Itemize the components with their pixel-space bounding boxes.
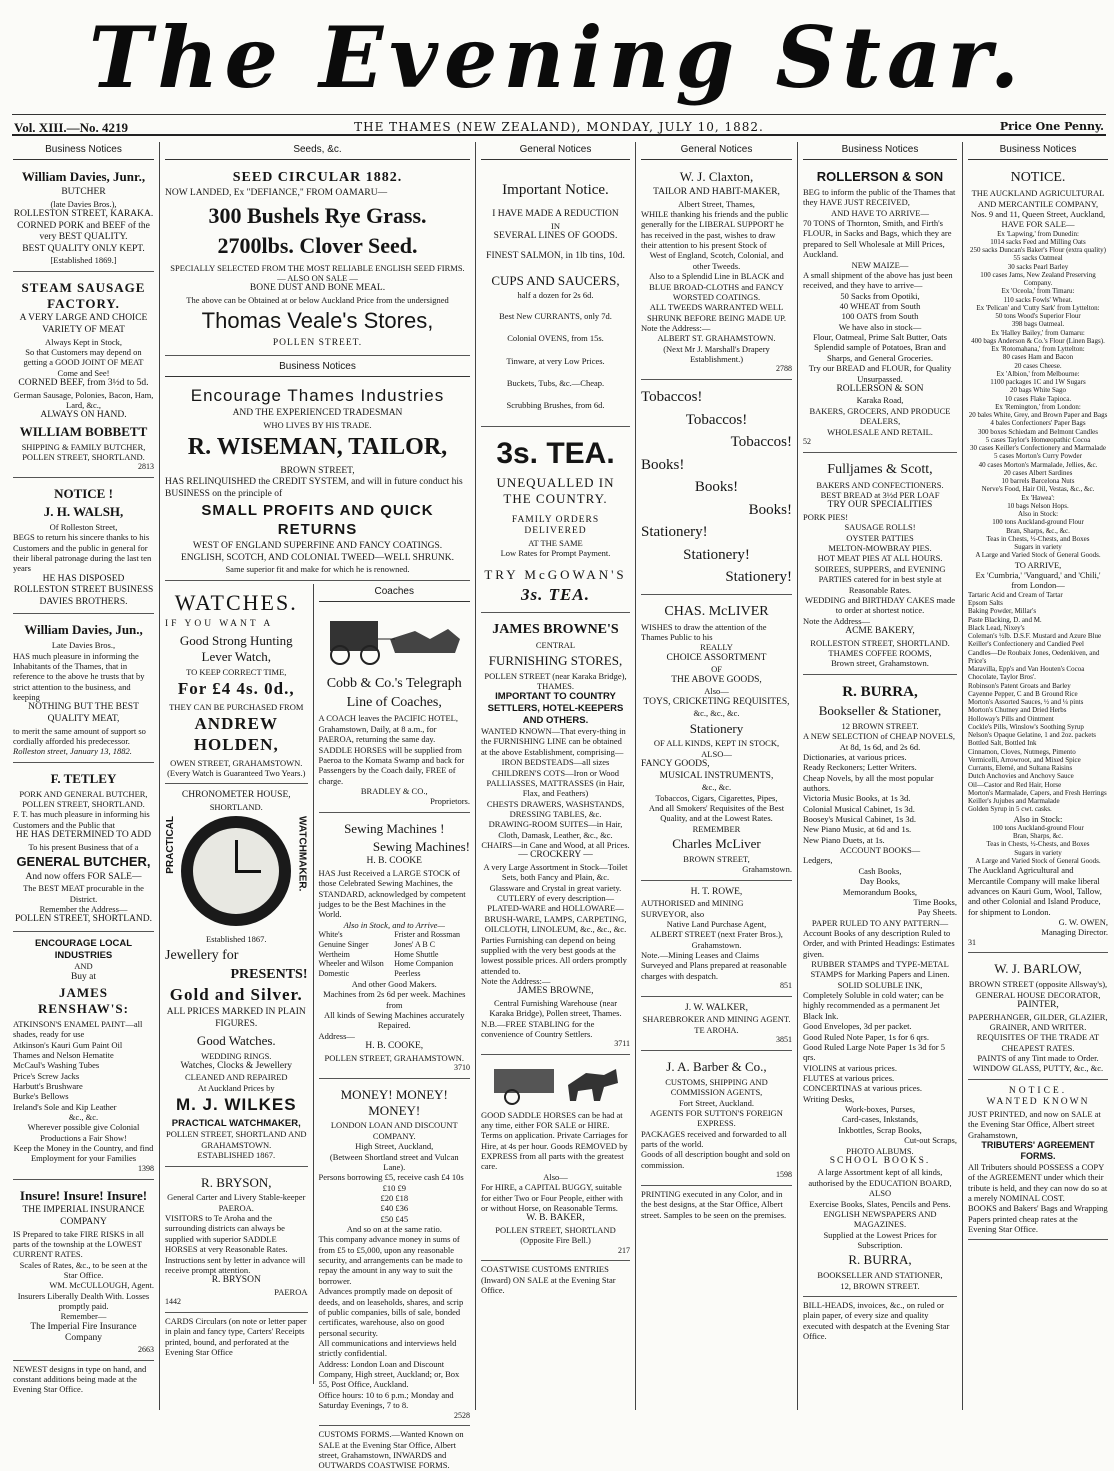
ad-rollerson: ROLLERSON & SON BEG to inform the public of the Thames that they HAVE JUST RECEIVED, AND HAVE TO ARRIVE— 70 TONS of Thornton, Smith, and Firth's FLOUR, in Sacks and Bags, which they are prepared to Sell Wholesale at Mill Prices, Auckland. NEW MAIZE— A small shipment of the above has just been received, and they have to arrive— 50 Sacks from Opotiki, 40 WHEAT from South 100 OATS from South We have also in stock— Flour, Oatmeal, Prime Salt Butter, Oats Splendid sample of Potatoes, Bran and Sharps, and General Groceries. Try our BREAD and FLOUR, for Quality Unsurpassed. ROLLERSON & SON Karaka Road, BAKERS, GROCERS, AND PRODUCE DEALERS, WHOLESALE AND RETAIL. 52 <box>803 164 957 452</box>
stock-line: Teas in Chests, ½-Chests, and Boxes <box>986 534 1090 543</box>
stock-line: Maravilla, Epp's and Van Houten's Cocoa <box>968 665 1085 674</box>
stock-line: Golden Syrup in 5 cwt. casks. <box>968 805 1052 814</box>
column-2-3 <box>160 142 476 1471</box>
stock-line: 20 cases Cheese. <box>1014 361 1062 370</box>
stock-line: 50 tons Wood's Superior Flour <box>995 312 1081 321</box>
stock-line: 10 bags Nelson Hops. <box>1007 501 1069 510</box>
stock-line: 30 cases Keiller's Confectionery and Marmalade <box>970 444 1106 453</box>
machine-list-right: Frister and Rossman Jones' A B C Home Shuttle Home Companion Peerless <box>394 930 461 979</box>
ad-walker: J. W. WALKER, SHAREBROKER AND MINING AGENT. TE AROHA. 3851 <box>641 1000 792 1051</box>
stock-line: 20 bags White Sago <box>1009 386 1067 395</box>
column-4 <box>476 142 636 1410</box>
stock-line: 100 tons Auckland-ground Flour <box>992 823 1084 832</box>
ad-seed-circular: SEED CIRCULAR 1882. NOW LANDED, Ex "DEFIANCE," FROM OAMARU— 300 Bushels Rye Grass. 2700lbs. Clover Seed. SPECIALLY SELECTED FROM THE MOST RELIABLE ENGLISH SEED FIRMS. — ALSO ON SALE — BONE DUST AND BONE MEAL. The above can be Obtained at or below Auckland Price from the undersigned Thomas Veale's Stores, POLLEN STREET. <box>165 164 470 355</box>
ad-james-browne: JAMES BROWNE'S CENTRAL FURNISHING STORES, POLLEN STREET (near Karaka Bridge), THAMES. IMPORTANT TO COUNTRY SETTLERS, HOTEL-KEEPERS AND OTHERS. WANTED KNOWN—That every-thing in the FURNISHING LINE can be obtained at the above Establishment, comprising— IRON BEDSTEADS—all sizes CHILDREN'S COTS—Iron or Wood PALLIASSES, MATTRASSES (in Hair, Flax, and Feathers) CHESTS DRAWERS, WASHSTANDS, DRESSING TABLES, &c. DRAWING-ROOM SUITES—in Hair, Cloth, Damask, Leather, &c., &c. CHAIRS—in Cane and Wood, at all Prices. — CROCKERY — A very Large Assortment in Stock—Toilet Sets, both Fancy and Plain, &c. Glassware and Crystal in great variety. CUTLERY of every description—PLATED-WARE and HOLLOWARE—BRUSH-WARE, LAMPS, CARPETING, OILCLOTH, LINOLEUM, &c., &c., &c. Parties Furnishing can depend on being supplied with the very best goods at the lowest possible prices. All orders promptly attended to. Note the Address:— JAMES BROWNE, Central Furnishing Warehouse (near Karaka Bridge), Pollen street, Thames. N.B.—FREE STABLING for the convenience of Country Settlers. 3711 <box>481 616 630 1055</box>
stock-line: Also in Stock: <box>1017 510 1059 519</box>
stock-line: 110 sacks Fowls' Wheat. <box>1003 295 1073 304</box>
stock-line: Vermicelli, Arrowroot, and Mixed Spice <box>968 755 1081 764</box>
stock-line: 20 bales White, Grey, and Brown Paper and Bags <box>968 411 1108 420</box>
column-header: Business Notices <box>803 142 957 160</box>
column-2 <box>160 584 314 1384</box>
masthead <box>0 0 1114 115</box>
column-header: General Notices <box>481 142 630 160</box>
stock-line: 5 cases Taylor's Homœopathic Cocoa <box>985 435 1091 444</box>
coach-illustration <box>320 609 468 669</box>
stock-line: 250 sacks Duncan's Baker's Flour (extra quality) <box>970 246 1106 255</box>
stock-line: Black Lead, Nixey's <box>968 623 1025 632</box>
column-3 <box>314 584 475 1471</box>
stock-line: Paste Blacking, D. and M. <box>968 615 1042 624</box>
stock-line: Sugars in variety <box>1014 848 1062 857</box>
stock-line: Teas in Chests, ½-Chests, and Boxes <box>986 840 1090 849</box>
ad-baker-horses: GOOD SADDLE HORSES can be had at any time, either FOR SALE or HIRE. Terms on application. Private Carriages for Hire, at 4s per hour. Goods REMOVED by EXPRESS from all parts with the greatest care. Also— For HIRE, a CAPITAL BUGGY, suitable for either Two or Four People, either with or without Horse, on Reasonable Terms. W. B. BAKER, POLLEN STREET, SHORTLAND (Opposite Fire Bell.) 217 <box>481 1058 630 1261</box>
stock-line: A Large and Varied Stock of General Goods. <box>975 856 1101 865</box>
ad-newest-designs: NEWEST designs in type on hand, and constant additions being made at the Evening Star Office. <box>13 1363 147 1395</box>
stock-line: Ex 'Rotomahana,' from Lyttelton: <box>991 345 1085 354</box>
stock-line: Oil—Castor and Red Hair, Horse <box>968 780 1062 789</box>
stock-line: 4 bales Confectioners' Paper Bags <box>990 419 1086 428</box>
stock-line: 40 cases Morton's Marmalade, Jellies, &c. <box>978 460 1098 469</box>
ad-chronometer-house: CHRONOMETER HOUSE, SHORTLAND. PRACTICAL WATCHMAKER. Established 1867. Jewellery for PRESENTS! Gold and Silver. ALL PRICES MARKED IN PLAIN FIGURES. Good Watches. WEDDING RINGS. Watches, Clocks & Jewellery CLEANED AND REPAIRED At Auckland Prices by M. J. WILKES PRACTICAL WATCHMAKER, POLLEN STREET, SHORTLAND AND GRAHAMSTOWN. ESTABLISHED 1867. <box>165 787 308 1166</box>
column-header: Business Notices <box>13 142 154 160</box>
horse-cart-illustration <box>486 1061 626 1105</box>
stock-line: Morton's Chutney and Dried Herbs <box>968 706 1067 715</box>
ad-burra: R. BURRA, Bookseller & Stationer, 12 BROWN STREET. A NEW SELECTION of CHEAP NOVELS, At 8d, 1s 6d, and 2s 6d. Dictionaries, at various prices. Ready Reckoners; Letter Writers. Cheap Novels, by all the most popular authors. Victoria Music Books, at 1s 3d. Colonial Musical Cabinet, 1s 3d. Boosey's Musical Cabinet, 1s 3d. New Piano Music, at 6d and 1s. New Piano Duets, at 1s. ACCOUNT BOOKS— Ledgers, Cash Books, Day Books, Memorandum Books, Time Books, Pay Sheets. PAPER RULED TO ANY PATTERN— Account Books of any description Ruled to Order, and with Printed Headings: Estimates given. RUBBER STAMPS and TYPE-METAL STAMPS for Marking Papers and Linen. SOLID SOLUBLE INK, Completely Soluble in cold water; can be highly recommended as a permanent Jet Black Ink. Good Envelopes, 3d per packet. Good Ruled Note Paper, 1s for 6 qrs. Good Ruled Large Note Paper 1s 3d for 5 qrs. VIOLINS at various prices. FLUTES at various prices. CONCERTINAS at various prices. Writing Desks, Work-boxes, Purses, Card-cases, Inkstands, Inkbottles, Scrap Books, Cut-out Scraps, PHOTO ALBUMS. SCHOOL BOOKS. A large Assortment kept of all kinds, authorised by the EDUCATION BOARD, ALSO Exercise Books, Slates, Pencils and Pens. ENGLISH NEWSPAPERS AND MAGAZINES. Supplied at the Lowest Prices for Subscription. R. BURRA, BOOKSELLER AND STATIONER, 12, BROWN STREET. <box>803 678 957 1297</box>
ad-tetley: F. TETLEY PORK AND GENERAL BUTCHER, POLLEN STREET, SHORTLAND. F. T. has much pleasure in informing his Customers and the Public that HE HAS DETERMINED TO ADD To his present Business that of a GENERAL BUTCHER, And now offers FOR SALE— The BEST MEAT procurable in the District. Remember the Address— POLLEN STREET, SHORTLAND. <box>13 766 154 932</box>
stock-line: Ex 'Hawea': <box>1021 493 1055 502</box>
stock-line: 400 bags Anderson & Co.'s Flour (Linen Bags). <box>971 336 1105 345</box>
ad-mcgowan-tea: 3s. TEA. UNEQUALLED IN THE COUNTRY. FAMILY ORDERS DELIVERED AT THE SAME Low Rates for Prompt Payment. TRY McGOWAN'S 3s. TEA. <box>481 430 630 614</box>
ad-claxton: W. J. Claxton, TAILOR AND HABIT-MAKER, Albert Street, Thames, WHILE thanking his friends and the public generally for the LIBERAL SUPPORT he has received in the past, wishes to draw their attention to his present Stock of West of England, Scotch, Colonial, and other Tweeds. Also to a Splendid Line in BLACK and BLUE BROAD-CLOTHS and FANCY WORSTED COATINGS. ALL TWEEDS WARRANTED WELL SHRUNK BEFORE BEING MADE UP. Note the Address:— ALBERT ST. GRAHAMSTOWN. (Next Mr J. Marshall's Drapery Establishment.) 2788 <box>641 164 792 380</box>
stock-line: 100 cases Jams, New Zealand Preserving Company. <box>980 270 1096 288</box>
volume-number: Vol. XIII.—No. 4219 <box>14 120 129 135</box>
price: Price One Penny. <box>999 120 1104 133</box>
ad-bill-heads: BILL-HEADS, invoices, &c., on ruled or plain paper, of every size and quality executed with despatch at the Evening Star Office. <box>803 1299 950 1341</box>
stock-line: Epsom Salts <box>968 599 1003 608</box>
stock-line: Chocolate, Taylor Bros'. <box>968 673 1036 682</box>
ad-steam-sausage: STEAM SAUSAGE FACTORY. A VERY LARGE AND CHOICE VARIETY OF MEAT Always Kept in Stock, So that Customers may depend on getting a GOOD JOINT OF MEAT Come and See! CORNED BEEF, from 3½d to 5d. German Sausage, Polonies, Bacon, Ham, Lard, &c., ALWAYS ON HAND. WILLIAM BOBBETT SHIPPING & FAMILY BUTCHER, POLLEN STREET, SHORTLAND. 2813 <box>13 275 154 479</box>
stock-line: 1014 sacks Feed and Milling Oats <box>990 237 1086 246</box>
column-header: Business Notices <box>165 359 470 377</box>
clock-icon <box>181 816 291 926</box>
ad-fulljames-scott: Fulljames & Scott, BAKERS AND CONFECTIONERS. BEST BREAD at 3½d PER LOAF TRY OUR SPECIALITIES PORK PIES! SAUSAGE ROLLS! OYSTER PATTIES MELTON-MOWBRAY PIES. HOT MEAT PIES AT ALL HOURS. SOIREES, SUPPERS, and EVENING PARTIES catered for in best style at Reasonable Rates. WEDDING and BIRTHDAY CAKES made to order at shortest notice. Note the Address— ACME BAKERY, ROLLESTON STREET, SHORTLAND. THAMES COFFEE ROOMS, Brown street, Grahamstown. <box>803 456 957 675</box>
stock-line: 300 boxes Schiedam and Belmont Candles <box>978 427 1098 436</box>
ad-barber: J. A. Barber & Co., CUSTOMS, SHIPPING AND COMMISSION AGENTS, Fort Street, Auckland. AGENTS FOR SUTTON'S FOREIGN EXPRESS. PACKAGES received and forwarded to all parts of the world. Goods of all description bought and sold on commission. 1598 <box>641 1054 792 1186</box>
stock-line: Keiller's Jujubes and Marmalade <box>968 797 1060 806</box>
stock-line: Ex 'Lapwing,' from Dunedin: <box>997 229 1079 238</box>
stock-line: 30 sacks Pearl Barley <box>1007 262 1069 271</box>
stock-line: 55 sacks Oatmeal <box>1013 254 1063 263</box>
columns <box>8 142 1108 1471</box>
stock-line: Coleman's ½lb. D.S.F. Mustard and Azure Blue <box>968 632 1102 641</box>
stock-line: Baking Powder, Millar's <box>968 607 1037 616</box>
column-header: General Notices <box>641 142 792 160</box>
stock-line: 10 barrels Barcelona Nuts <box>1001 477 1075 486</box>
stock-line: Bran, Sharps, &c., &c. <box>1006 526 1070 535</box>
column-5 <box>636 142 798 1410</box>
column-header: Coaches <box>319 584 470 602</box>
stock-line: Cayenne Pepper, C and B Ground Rice <box>968 689 1078 698</box>
stock-line: 1100 packages 1C and 1W Sugars <box>990 378 1086 387</box>
ad-tobaccos-books: Tobaccos! Tobaccos! Tobaccos! Books! Books! Books! Stationery! Stationery! Stationery! <box>641 383 792 595</box>
stock-line: Ex 'Oceola,' from Timaru: <box>1001 287 1075 296</box>
ad-printing: PRINTING executed in any Color, and in the best designs, at the Star Office, Albert street. Samples to be seen on the premises. <box>641 1188 787 1220</box>
stock-line: Ex 'Pelican' and 'Cutty Sark' from Lyttelton: <box>976 303 1100 312</box>
place-date: THE THAMES (NEW ZEALAND), MONDAY, JULY 10, 1882. <box>354 120 764 134</box>
ad-london-loan: MONEY! MONEY! MONEY! LONDON LOAN AND DISCOUNT COMPANY. High Street, Auckland, (Between Shortland street and Vulcan Lane). Persons borrowing £5, receive cash £4 10s £10 £9 £20 £18 £40 £36 £50 £45 And so on at the same ratio. This company advance money in sums of from £5 to £5,000, upon any reasonable security, and arrangements can be made to repay the amount in any way to suit the borrower. Advances promptly made on deposit of deeds, and on leaseholds, shares, and scrip of public companies, bills of sale, bonded certificates, warehouse, also on good personal security. All communications and interviews held strictly confidential. Address: London Loan and Discount Company, High street, Auckland; or, Box 55, Post Office, Auckland. Office hours: 10 to 6 p.m.; Monday and Saturday Evenings, 7 to 8. 2528 <box>319 1082 470 1427</box>
stock-line: 398 bags Oatmeal. <box>1011 320 1065 329</box>
stock-line: Keiller's Confectionery and Candied Peel <box>968 640 1084 649</box>
ad-sewing-machines: Sewing Machines ! Sewing Machines! H. B. COOKE HAS Just Received a LARGE STOCK of those Celebrated Sewing Machines, the STANDARD, acknowledged by competent judges to be the Best Machines in the World. Also in Stock, and to Arrive— White's Genuine Singer Wertheim Wheeler and Wilson Domestic Frister and Rossman Jones' A B C Home Shuttle Home Companion Peerless And other Good Makers. Machines from 2s 6d per week. Machines from All kinds of Sewing Machines accurately Repaired. Address— H. B. COOKE, POLLEN STREET, GRAHAMSTOWN. 3710 <box>319 816 470 1079</box>
ad-walsh: NOTICE ! J. H. WALSH, Of Rolleston Street, BEGS to return his sincere thanks to his Customers and the public in general for their liberal patronage during the last ten years HE HAS DISPOSED ROLLESTON STREET BUSINESS DAVIES BROTHERS. <box>13 481 154 614</box>
stock-line: Ex 'Remington,' from London: <box>995 402 1081 411</box>
ad-bryson: R. BRYSON, General Carter and Livery Stable-keeper PAEROA. VISITORS to Te Aroha and the surrounding districts can always be supplied with superior SADDLE HORSES at very Reasonable Rates. Instructions sent by letter in advance will receive prompt attention. R. BRYSON PAEROA 1442 <box>165 1170 308 1313</box>
dateline <box>12 114 1106 136</box>
stock-line: Bran, Sharps, &c. <box>1013 832 1063 841</box>
ad-rowe: H. T. ROWE, AUTHORISED and MINING SURVEYOR, also Native Land Purchase Agent, ALBERT STREET (next Frater Bros.), Grahamstown. Note.—Mining Leases and Claims Surveyed and Plans prepared at reasonable charges with despatch. 851 <box>641 884 792 997</box>
ad-important-notice: Important Notice. I HAVE MADE A REDUCTION IN SEVERAL LINES OF GOODS. FINEST SALMON, in 1lb tins, 10d. CUPS AND SAUCERS, half a dozen for 2s 6d. Best New CURRANTS, only 7d. Colonial OVENS, from 15s. Tinware, at very Low Prices. Buckets, Tubs, &c.—Cheap. Scrubbing Brushes, from 6d. <box>481 164 630 426</box>
stock-line: Robinson's Patent Groats and Barley <box>968 681 1071 690</box>
stock-line: 100 tons Auckland-ground Flour <box>992 518 1084 527</box>
column-7 <box>963 142 1108 1410</box>
column-header: Business Notices <box>968 142 1108 160</box>
ad-auckland-agricultural: NOTICE. THE AUCKLAND AGRICULTURAL AND MERCANTILE COMPANY, Nos. 9 and 11, Queen Street, Auckland, HAVE FOR SALE— Ex 'Lapwing,' from Dunedin: 1014 sacks Feed and Milling Oats 250 sacks Duncan's Baker's Flour (extra quality) 55 sacks Oatmeal 30 sacks Pearl Barley 100 cases Jams, New Zealand Preserving Company. Ex 'Oceola,' from Timaru: 110 sacks Fowls' Wheat. Ex 'Pelican' and 'Cutty Sark' from Lyttelton: 50 tons Wood's Superior Flour 398 bags Oatmeal. Ex 'Halley Bailey,' from Oamaru: 400 bags Anderson & Co.'s Flour (Linen Bags). Ex 'Rotomahana,' from Lyttelton: 80 cases Ham and Bacon 20 cases Cheese. Ex 'Albion,' from Melbourne: 1100 packages 1C and 1W Sugars 20 bags White Sago 10 cases Flake Tapioca. Ex 'Remington,' from London: 20 bales White, Grey, and Brown Paper and Bags 4 bales Confectioners' Paper Bags 300 boxes Schiedam and Belmont Candles 5 cases Taylor's Homœopathic Cocoa 30 cases Keiller's Confectionery and Marmalade 5 cases Morton's Curry Powder 40 cases Morton's Marmalade, Jellies, &c. 20 cases Albert Sardines 10 barrels Barcelona Nuts Nerve's Food, Hair Oil, Vestas, &c., &c. Ex 'Hawea': 10 bags Nelson Hops. Also in Stock: 100 tons Auckland-ground Flour Bran, Sharps, &c., &c. Teas in Chests, ½-Chests, and Boxes Sugars in variety A Large and Varied Stock of General Goods. TO ARRIVE, Ex 'Cumbria,' 'Vanguard,' and 'Chili,' from London— Tartaric Acid and Cream of Tartar Epsom Salts Baking Powder, Millar's Paste Blacking, D. and M. Black Lead, Nixey's Coleman's ½lb. D.S.F. Mustard and Azure Blue Keiller's Confectionery and Candied Peel Candles—De Roubaix Jones, Oedenkiven, and Price's Maravilla, Epp's and Van Houten's Cocoa Chocolate, Taylor Bros'. Robinson's Patent Groats and Barley Cayenne Pepper, C and B Ground Rice Morton's Assorted Sauces, ½ and ¼ pints Morton's Chutney and Dried Herbs Holloway's Pills and Ointment Cockle's Pills, Winslow's Soothing Syrup Nelson's Opaque Gelatine, 1 and 2oz. packets Bottled Salt, Bottled Ink Cinnamon, Cloves, Nutmegs, Pimento Vermicelli, Arrowroot, and Mixed Spice Currants, Elemé, and Sultana Raisins Dutch Anchovies and Anchovy Sauce Oil—Castor and Red Hair, Horse Morton's Marmalade, Capers, and Fresh Herrings Keiller's Jujubes and Marmalade Golden Syrup in 5 cwt. casks. Also in Stock: 100 tons Auckland-ground Flour Bran, Sharps, &c. Teas in Chests, ½-Chests, and Boxes Sugars in variety A Large and Varied Stock of General Goods. The Auckland Agricultural and Mercantile Company will make liberal advances on Kauri Gum, Wool, Tallow, and other Colonial and Island Produce, for shipment to London. G. W. OWEN, Managing Director. 31 <box>968 164 1108 953</box>
column-1 <box>8 142 160 1410</box>
stock-line: 80 cases Ham and Bacon <box>1002 353 1074 362</box>
column-header: Seeds, &c. <box>165 142 470 160</box>
stock-line: Sugars in variety <box>1014 543 1062 552</box>
stock-line: Cinnamon, Cloves, Nutmegs, Pimento <box>968 747 1076 756</box>
stock-line: Candles—De Roubaix Jones, Oedenkiven, and Price's <box>968 648 1100 665</box>
stock-line: Ex 'Albion,' from Melbourne: <box>996 369 1080 378</box>
ad-coastwise-customs: COASTWISE CUSTOMS ENTRIES (Inward) ON SALE at the Evening Star Office. <box>481 1264 616 1296</box>
stock-line: Nerve's Food, Hair Oil, Vestas, &c., &c. <box>981 485 1095 494</box>
ad-cobb-coaches: Cobb & Co.'s Telegraph Line of Coaches, A COACH leaves the PACIFIC HOTEL, Grahamstown, Daily, at 8 a.m., for PAEROA, returning the same day. SADDLE HORSES will be supplied from Paeroa to the Komata Swamp and back for Passengers by the Coach daily, FREE of charge. BRADLEY & CO., Proprietors. <box>319 606 470 813</box>
stock-line: 5 cases Morton's Curry Powder <box>994 452 1082 461</box>
ad-imperial-insurance: Insure! Insure! Insure! THE IMPERIAL INSURANCE COMPANY IS Prepared to take FIRE RISKS in all parts of the township at the LOWEST CURRENT RATES. Scales of Rates, &c., to be seen at the Star Office. WM. McCULLOUGH, Agent. Insurers Liberally Dealth With. Losses promptly paid. Remember— The Imperial Fire Insurance Company 2663 <box>13 1183 154 1361</box>
ad-davies-jun: William Davies, Jun., Late Davies Bros., HAS much pleasure in informing the Inhabitants of the Thames, that in reference to the above he trusts that by strict attention to the business, and keeping NOTHING BUT THE BEST QUALITY MEAT, to merit the same amount of support so cordially afforded his predecessor. Rolleston street, January 13, 1882. <box>13 617 154 762</box>
stock-line: 20 cases Albert Sardines <box>1003 468 1073 477</box>
stock-line: A Large and Varied Stock of General Goods. <box>975 551 1101 560</box>
ad-renshaw: ENCOURAGE LOCAL INDUSTRIES AND Buy at JAMES RENSHAW'S: ATKINSON'S ENAMEL PAINT—all shades, ready for use Atkinson's Kauri Gum Paint Oil Thames and Nelson Hematite McCaul's Washing Tubes Price's Screw Jacks Harbutt's Brushware Burke's Bellows Ireland's Sole and Kip Leather &c., &c. Wherever possible give Colonial Productions a Fair Show! Keep the Money in the Country, and find Employment for your Families 1398 <box>13 935 154 1180</box>
ad-tributers: NOTICE. WANTED KNOWN JUST PRINTED, and now on SALE at the Evening Star Office, Albert street Grahamstown, TRIBUTERS' AGREEMENT FORMS. All Tributers should POSSESS a COPY of the AGREEMENT under which their tribute is held, and they can now do so at a merely NOMINAL COST. BOOKS and Bakers' Bags and Wrapping Papers printed cheap rates at the Evening Star Office. <box>968 1083 1108 1241</box>
ad-cards: CARDS Circulars (on note or letter paper in plain and fancy type, Carters' Receipts printed, bound, and perforated at the Evening Star Office <box>165 1315 307 1358</box>
stock-line: Nelson's Opaque Gelatine, 1 and 2oz. packets <box>968 731 1096 740</box>
newspaper-title: The Evening Star. <box>88 8 1026 107</box>
stock-line: 10 cases Flake Tapioca. <box>1004 394 1072 403</box>
stock-line: Morton's Assorted Sauces, ½ and ¼ pints <box>968 698 1084 707</box>
machine-list-left: White's Genuine Singer Wertheim Wheeler and Wilson Domestic <box>318 930 384 979</box>
stock-line: Currants, Elemé, and Sultana Raisins <box>968 764 1073 773</box>
ad-holden-watches: WATCHES. IF YOU WANT A Good Strong Hunting Lever Watch, TO KEEP CORRECT TIME, For £4 4s. 0d., THEY CAN BE PURCHASED FROM ANDREW HOLDEN, OWEN STREET, GRAHAMSTOWN. (Every Watch is Guaranteed Two Years.) <box>165 584 308 785</box>
stock-line: Bottled Salt, Bottled Ink <box>968 739 1037 748</box>
ad-mcliver: CHAS. McLIVER WISHES to draw the attention of the Thames Public to his REALLY CHOICE ASSORTMENT OF THE ABOVE GOODS, Also— TOYS, CRICKETING REQUISITES, &c., &c., &c. Stationery OF ALL KINDS, KEPT IN STOCK, ALSO— FANCY GOODS, MUSICAL INSTRUMENTS, &c., &c. Tobaccos, Cigars, Cigarettes, Pipes, And all Smokers' Requisites of the Best Quality, and at the Lowest Rates. REMEMBER Charles McLiver BROWN STREET, Grahamstown. <box>641 598 792 881</box>
stock-line: Ex 'Halley Bailey,' from Oamaru: <box>991 328 1085 337</box>
ad-barlow: W. J. BARLOW, BROWN STREET (opposite Allsway's), GENERAL HOUSE DECORATOR, PAINTER, PAPERHANGER, GILDER, GLAZIER, GRAINER, AND WRITER. REQUISITES OF THE TRADE AT CHEAPEST RATES. PAINTS of any Tint made to Order. WINDOW GLASS, PUTTY, &c., &c. <box>968 956 1108 1079</box>
ad-customs-forms: CUSTOMS FORMS.—Wanted Known on SALE at the Evening Star Office, Albert street, Grahamstown, INWARDS and OUTWARDS COASTWISE FORMS. <box>318 1429 464 1471</box>
stock-line: Holloway's Pills and Ointment <box>968 714 1054 723</box>
column-6 <box>798 142 963 1410</box>
ad-william-davies: William Davies, Junr., BUTCHER (late Davies Bros.), ROLLESTON STREET, KARAKA. CORNED PORK and BEEF of the very BEST QUALITY. BEST QUALITY ONLY KEPT. [Established 1869.] <box>13 164 154 271</box>
stock-line: Cockle's Pills, Winslow's Soothing Syrup <box>968 722 1084 731</box>
stock-line: Dutch Anchovies and Anchovy Sauce <box>968 772 1074 781</box>
ad-wiseman-tailor: Encourage Thames Industries AND THE EXPERIENCED TRADESMAN WHO LIVES BY HIS TRADE. R. WISEMAN, TAILOR, BROWN STREET, HAS RELINQUISHED the CREDIT SYSTEM, and will in future conduct his BUSINESS on the principle of SMALL PROFITS AND QUICK RETURNS WEST OF ENGLAND SUPERFINE AND FANCY COATINGS. ENGLISH, SCOTCH, AND COLONIAL TWEED—WELL SHRUNK. Same superior fit and make for which he is renowned. <box>165 381 470 581</box>
stock-line: Tartaric Acid and Cream of Tartar <box>968 590 1063 599</box>
stock-line: Morton's Marmalade, Capers, and Fresh Herrings <box>968 788 1107 797</box>
